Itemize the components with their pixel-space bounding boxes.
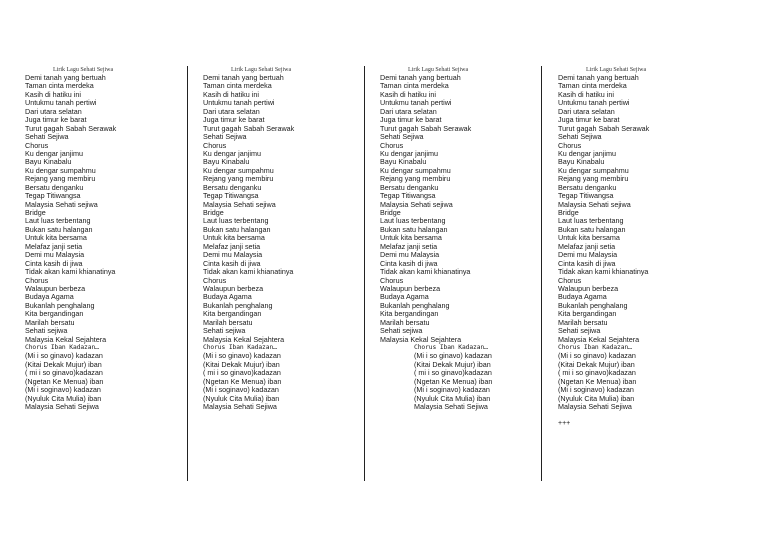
- lyric-line: Tidak akan kami khianatinya: [380, 267, 471, 277]
- lyric-line: Kasih di hatiku ini: [25, 89, 81, 99]
- lyric-line: Bayu Kinabalu: [203, 157, 250, 167]
- lyric-line: Bukan satu halangan: [25, 224, 93, 234]
- lyrics-column-1: [25, 66, 185, 412]
- lyric-line: Demi tanah yang bertuah: [25, 73, 106, 82]
- lyric-line: Bukanlah penghalang: [25, 300, 95, 310]
- song-title: Lirik Lagu Sehati Sejiwa: [53, 67, 114, 73]
- lyric-line: Turut gagah Sabah Serawak: [558, 123, 650, 133]
- lyric-line: Demi tanah yang bertuah: [380, 73, 461, 82]
- lyric-line: Sehati sejiwa: [203, 326, 246, 336]
- chorus-line: (Mi i so ginavo) kadazan: [25, 351, 103, 361]
- chorus-header: Chorus Iban Kadazan…: [203, 344, 277, 351]
- chorus-line: (Ngetan Ke Menua) iban: [414, 376, 493, 386]
- lyric-line: Juga timur ke barat: [203, 115, 265, 125]
- lyric-line: Budaya Agama: [25, 292, 74, 302]
- lyric-line: Dari utara selatan: [380, 106, 437, 116]
- lyric-line: Rejang yang membiru: [558, 174, 629, 184]
- lyric-line: Marilah bersatu: [558, 317, 608, 327]
- lyric-line: Melafaz janji setia: [558, 241, 616, 251]
- lyric-line: Dari utara selatan: [203, 106, 260, 116]
- lyrics-column-4: [558, 66, 718, 428]
- lyric-line: Melafaz janji setia: [203, 241, 261, 251]
- chorus-line: (Mi i so ginavo) kadazan: [203, 351, 281, 361]
- lyric-line: Walaupun berbeza: [558, 283, 619, 293]
- lyric-line: Turut gagah Sabah Serawak: [25, 123, 117, 133]
- lyric-line: Demi mu Malaysia: [380, 250, 440, 260]
- lyric-line: Chorus: [203, 140, 227, 150]
- column-divider: [187, 66, 188, 481]
- lyric-line: Sehati sejiwa: [380, 326, 423, 336]
- lyric-line: Laut luas terbentang: [203, 216, 269, 226]
- chorus-line: (Kitai Dekak Mujur) iban: [414, 359, 491, 369]
- lyric-line: Laut luas terbentang: [558, 216, 624, 226]
- lyric-line: Bridge: [203, 208, 224, 217]
- lyric-line: Untukmu tanah pertiwi: [380, 98, 452, 108]
- chorus-line: (Nyuluk Cita Mulia) iban: [25, 393, 102, 403]
- lyric-line: Malaysia Kekal Sejahtera: [380, 334, 462, 344]
- lyric-line: Chorus: [380, 140, 404, 150]
- lyric-line: Chorus: [203, 275, 227, 285]
- lyric-line: Bukan satu halangan: [558, 224, 626, 234]
- lyric-line: Bridge: [25, 208, 46, 217]
- lyric-line: Turut gagah Sabah Serawak: [203, 123, 295, 133]
- lyrics-lines: [203, 74, 363, 412]
- lyric-line: Malaysia Kekal Sejahtera: [558, 334, 640, 344]
- lyric-line: Sehati sejiwa: [25, 326, 68, 336]
- lyric-line: Bridge: [558, 208, 579, 217]
- lyric-line: Kasih di hatiku ini: [380, 89, 436, 99]
- lyric-line: Malaysia Kekal Sejahtera: [203, 334, 285, 344]
- lyric-line: Budaya Agama: [380, 292, 429, 302]
- lyric-line: Sehati Sejiwa: [558, 132, 602, 142]
- lyric-line: Rejang yang membiru: [25, 174, 96, 184]
- lyric-line: Untukmu tanah pertiwi: [203, 98, 275, 108]
- lyrics-lines: [25, 74, 185, 412]
- lyric-line: Malaysia Kekal Sejahtera: [25, 334, 107, 344]
- lyric-line: Rejang yang membiru: [380, 174, 451, 184]
- lyric-line: Bukanlah penghalang: [380, 300, 450, 310]
- chorus-line: (Mi i soginavo) kadazan: [558, 385, 634, 395]
- lyric-line: Ku dengar janjimu: [558, 148, 616, 158]
- lyric-line: Sehati Sejiwa: [25, 132, 69, 142]
- lyric-line: Walaupun berbeza: [25, 283, 86, 293]
- chorus-line: ( mi i so ginavo)kadazan: [203, 368, 281, 378]
- lyric-line: Malaysia Sehati sejiwa: [25, 199, 98, 209]
- lyric-line: Taman cinta merdeka: [558, 81, 627, 91]
- lyric-line: Untuk kita bersama: [203, 233, 265, 243]
- lyrics-column-3: [380, 66, 540, 412]
- chorus-line: (Nyuluk Cita Mulia) iban: [558, 393, 635, 403]
- lyric-line: Bersatu denganku: [203, 182, 262, 192]
- chorus-line: Malaysia Sehati Sejiwa: [558, 402, 632, 412]
- song-title: Lirik Lagu Sehati Sejiwa: [586, 67, 647, 73]
- chorus-line: ( mi i so ginavo)kadazan: [558, 368, 636, 378]
- lyric-line: Melafaz janji setia: [380, 241, 438, 251]
- lyric-line: Marilah bersatu: [380, 317, 430, 327]
- lyric-line: Budaya Agama: [203, 292, 252, 302]
- lyric-line: Chorus: [558, 275, 582, 285]
- lyric-line: Tegap Titiwangsa: [203, 191, 259, 201]
- lyric-line: Juga timur ke barat: [558, 115, 620, 125]
- lyric-line: Malaysia Sehati sejiwa: [203, 199, 276, 209]
- lyric-line: Juga timur ke barat: [25, 115, 87, 125]
- lyric-line: Budaya Agama: [558, 292, 607, 302]
- lyrics-lines: [380, 74, 540, 412]
- lyric-line: Turut gagah Sabah Serawak: [380, 123, 472, 133]
- lyric-line: Walaupun berbeza: [380, 283, 441, 293]
- lyric-line: Demi mu Malaysia: [25, 250, 85, 260]
- lyric-line: Bayu Kinabalu: [25, 157, 72, 167]
- lyric-line: Tidak akan kami khianatinya: [203, 267, 294, 277]
- chorus-line: (Nyuluk Cita Mulia) iban: [414, 393, 491, 403]
- lyric-line: Ku dengar janjimu: [25, 148, 83, 158]
- chorus-line: ( mi i so ginavo)kadazan: [414, 368, 492, 378]
- chorus-line: (Mi i soginavo) kadazan: [203, 385, 279, 395]
- chorus-line: Malaysia Sehati Sejiwa: [25, 402, 99, 412]
- lyric-line: Taman cinta merdeka: [25, 81, 94, 91]
- lyric-line: Chorus: [25, 140, 49, 150]
- lyric-line: Chorus: [25, 275, 49, 285]
- lyric-line: Cinta kasih di jiwa: [380, 258, 438, 268]
- lyric-line: Demi tanah yang bertuah: [558, 73, 639, 82]
- lyric-line: Dari utara selatan: [558, 106, 615, 116]
- lyric-line: Untukmu tanah pertiwi: [25, 98, 97, 108]
- lyric-line: Malaysia Sehati sejiwa: [558, 199, 631, 209]
- lyric-line: Kasih di hatiku ini: [203, 89, 259, 99]
- lyric-line: Ku dengar sumpahmu: [558, 165, 629, 175]
- chorus-line: (Ngetan Ke Menua) iban: [25, 376, 104, 386]
- lyric-line: Sehati sejiwa: [558, 326, 601, 336]
- lyric-line: Bersatu denganku: [558, 182, 617, 192]
- chorus-line: (Nyuluk Cita Mulia) iban: [203, 393, 280, 403]
- lyric-line: Kasih di hatiku ini: [558, 89, 614, 99]
- lyrics-lines: [558, 74, 718, 428]
- lyric-line: Tidak akan kami khianatinya: [558, 267, 649, 277]
- lyric-line: Ku dengar sumpahmu: [25, 165, 96, 175]
- lyric-line: Demi mu Malaysia: [558, 250, 618, 260]
- lyric-line: Demi mu Malaysia: [203, 250, 263, 260]
- lyric-line: Untukmu tanah pertiwi: [558, 98, 630, 108]
- lyric-line: Bayu Kinabalu: [380, 157, 427, 167]
- lyric-line: Melafaz janji setia: [25, 241, 83, 251]
- song-title: Lirik Lagu Sehati Sejiwa: [408, 67, 469, 73]
- song-title: Lirik Lagu Sehati Sejiwa: [231, 67, 292, 73]
- column-divider: [364, 66, 365, 481]
- chorus-line: (Mi i so ginavo) kadazan: [414, 351, 492, 361]
- end-mark: +++: [558, 419, 571, 427]
- lyric-line: Laut luas terbentang: [380, 216, 446, 226]
- chorus-line: (Kitai Dekak Mujur) iban: [203, 359, 280, 369]
- lyric-line: Bukan satu halangan: [203, 224, 271, 234]
- lyric-line: Ku dengar janjimu: [380, 148, 438, 158]
- lyric-line: Bukanlah penghalang: [203, 300, 273, 310]
- lyric-line: Cinta kasih di jiwa: [25, 258, 83, 268]
- chorus-line: (Kitai Dekak Mujur) iban: [558, 359, 635, 369]
- lyric-line: Kita bergandingan: [203, 309, 262, 319]
- lyric-line: Taman cinta merdeka: [203, 81, 272, 91]
- lyric-line: Marilah bersatu: [25, 317, 75, 327]
- lyric-line: Chorus: [558, 140, 582, 150]
- lyric-line: Sehati Sejiwa: [203, 132, 247, 142]
- lyric-line: Bukan satu halangan: [380, 224, 448, 234]
- chorus-line: ( mi i so ginavo)kadazan: [25, 368, 103, 378]
- lyric-line: Malaysia Sehati sejiwa: [380, 199, 453, 209]
- lyric-line: Marilah bersatu: [203, 317, 253, 327]
- lyric-line: Rejang yang membiru: [203, 174, 274, 184]
- lyric-line: Tegap Titiwangsa: [558, 191, 614, 201]
- lyric-line: Bukanlah penghalang: [558, 300, 628, 310]
- lyric-line: Ku dengar sumpahmu: [203, 165, 274, 175]
- lyric-line: Juga timur ke barat: [380, 115, 442, 125]
- lyric-line: Ku dengar sumpahmu: [380, 165, 451, 175]
- lyric-line: Untuk kita bersama: [380, 233, 442, 243]
- lyric-line: Ku dengar janjimu: [203, 148, 261, 158]
- lyric-line: Cinta kasih di jiwa: [558, 258, 616, 268]
- lyric-line: Bayu Kinabalu: [558, 157, 605, 167]
- lyric-line: Walaupun berbeza: [203, 283, 264, 293]
- lyric-line: Bersatu denganku: [380, 182, 439, 192]
- chorus-header: Chorus Iban Kadazan…: [414, 344, 488, 351]
- lyric-line: Kita bergandingan: [558, 309, 617, 319]
- chorus-line: (Mi i so ginavo) kadazan: [558, 351, 636, 361]
- chorus-line: (Kitai Dekak Mujur) iban: [25, 359, 102, 369]
- lyric-line: Taman cinta merdeka: [380, 81, 449, 91]
- lyric-line: Tegap Titiwangsa: [25, 191, 81, 201]
- lyrics-column-2: [203, 66, 363, 412]
- lyric-line: Cinta kasih di jiwa: [203, 258, 261, 268]
- chorus-line: (Ngetan Ke Menua) iban: [203, 376, 282, 386]
- lyric-line: Laut luas terbentang: [25, 216, 91, 226]
- chorus-line: Malaysia Sehati Sejiwa: [414, 402, 488, 412]
- lyric-line: Tegap Titiwangsa: [380, 191, 436, 201]
- lyric-line: Bridge: [380, 208, 401, 217]
- lyric-line: Untuk kita bersama: [25, 233, 87, 243]
- chorus-header: Chorus Iban Kadazan…: [558, 344, 632, 351]
- lyric-line: Tidak akan kami khianatinya: [25, 267, 116, 277]
- chorus-line: (Mi i soginavo) kadazan: [25, 385, 101, 395]
- lyric-line: Untuk kita bersama: [558, 233, 620, 243]
- chorus-line: (Mi i soginavo) kadazan: [414, 385, 490, 395]
- chorus-header: Chorus Iban Kadazan…: [25, 344, 99, 351]
- lyric-line: Kita bergandingan: [25, 309, 84, 319]
- chorus-line: (Ngetan Ke Menua) iban: [558, 376, 637, 386]
- lyric-line: Bersatu denganku: [25, 182, 84, 192]
- chorus-line: Malaysia Sehati Sejiwa: [203, 402, 277, 412]
- column-divider: [541, 66, 542, 481]
- lyric-line: Kita bergandingan: [380, 309, 439, 319]
- lyric-line: Dari utara selatan: [25, 106, 82, 116]
- lyric-line: Chorus: [380, 275, 404, 285]
- lyric-line: Demi tanah yang bertuah: [203, 73, 284, 82]
- lyric-line: Sehati Sejiwa: [380, 132, 424, 142]
